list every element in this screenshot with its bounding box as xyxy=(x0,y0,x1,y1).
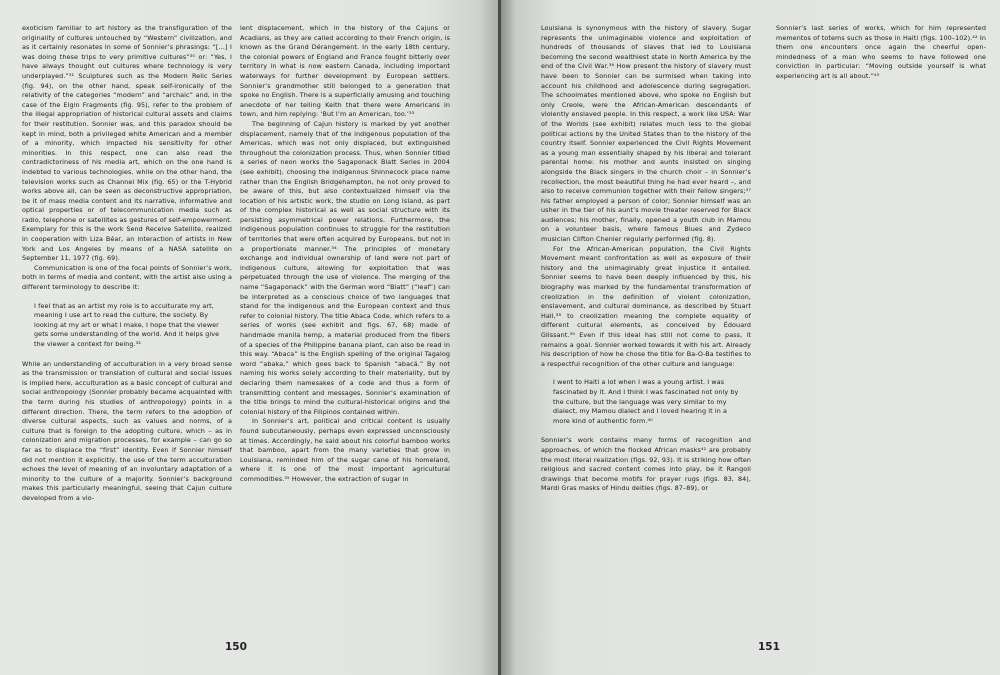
paragraph: The beginning of Cajun history is marked by yet another displacement, namely that of the indigenous population of the Americas, which was not only displaced, but extinguished throughout the colonization process. Thus, when Sonnier titled a series of neon works the Sagaponack Blatt Series in 2004 (see exhibit), choosing the indigenous Shinnecock place name rather than the English Bridgehampton, he not only proved to be aware of this, but also contextualized himself via the location of his artistic work, the studio on Long Island, as part of the complex historical as well as social structure with its persisting asymmetrical power relations. Furthermore, the indigenous population continues to struggle for the restitution of territories that were often acquired by Europeans, but not in a proportionate manner.³⁴ The principles of monetary exchange and individual ownership of land were not part of indigenous culture, allowing for exploitation that was perpetuated through the use of violence. The merging of the name “Sagaponack” with the German word “Blatt” (“leaf”) can be interpreted as a conscious choice of two languages that stand for the indigenous and the European context and thus refer to colonial history. The title Abaca Code, which refers to a series of works (see exhibit and figs. 67, 68) made of handmade manila hemp, a material produced from the fibers of a species of the Philippine banana plant, can also be read in this way. “Abaca” is the English spelling of the original Tagalog word “abaka,” which goes back to Spanish “abacá.” By not naming his works solely according to their materiality, but by declaring them namesakes of a code and thus a form of transmitting content and messages, Sonnier’s examination of the title brings to mind the cultural-historical origins and the colonial history of the Filipinos contained within. xyxy=(240,119,450,416)
paragraph: For the African-American population, the Civil Rights Movement meant confrontation as well as exposure of their history and the unimaginably great injustice it entailed. Sonnier seems to have been deeply influenced by this, his biography was marked by the fundamental transformation of creolization in the definition of violent colonization, enslavement, and cultural dominance, as described by Stuart Hall,³⁸ to creolization meaning the complete equality of different cultural elements, as conceived by Édouard Glissant.³⁹ Even if this ideal has still not come to pass, it remains a goal. Sonnier worked towards it with his art. Already his description of how he chose the title for Ba-O-Ba testifies to a respectful recognition of the other culture and language: xyxy=(541,244,751,368)
paragraph: Louisiana is synonymous with the history of slavery. Sugar represents the unimaginable violence and exploitation of hundreds of thousands of slaves that led to Louisiana becoming the second wealthiest state in North America by the end of the Civil War.³⁶ How present the history of slavery must have been to Sonnier can be surmised when taking into account his childhood and adolescence during segregation. The schoolmates mentioned above, who spoke no English but only Creole, were the African-American descendants of violently enslaved people. In this respect, a work like USA: War of the Worlds (see exhibit) relates much less to the global political actions by the United States than to the history of the country itself. Sonnier experienced the Civil Rights Movement as a young man essentially shaped by his liberal and tolerant parental home: his mother and aunts insisted on singing alongside the Black singers in the church choir – in Sonnier’s recollection, the most beautiful thing he had ever heard –, and also to receive communion together with their fellow singers;³⁷ his father employed a person of color; Sonnier himself was an usher in the tier of his aunt’s movie theater reserved for Black audiences; his mother, finally, opened a youth club in Mamou on a volunteer basis, where famous Blues and Zydeco musician Clifton Chenier regularly performed (fig. 8). xyxy=(541,24,751,244)
left-page-column-2 xyxy=(240,24,450,614)
paragraph: Communication is one of the focal points of Sonnier’s work, both in terms of media and content, with the artist also using a different terminology to describe it: xyxy=(22,263,232,292)
paragraph: In Sonnier’s art, political and critical content is usually found subcutaneously, perhaps even expressed unconsciously at times. Accordingly, he said about his colorful bamboo works that bamboo, apart from the many varieties that grow in Louisiana, reminded him of the sugar cane of his homeland, where it is one of the most important agricultural commodities.³⁵ However, the extraction of sugar in xyxy=(240,417,450,483)
paragraph: lent displacement, which in the history of the Cajuns or Acadians, as they are called according to their French origin, is known as the Grand Dérangement. In the early 18th century, the colonial powers of England and France fought bitterly over territory in what is now eastern Canada, including important waterways for further development by European settlers. Sonnier’s grandmother still belonged to a generation that spoke no English. There is a superficially amusing and touching anecdote of her telling Keith that there were Americans in town, and him replying: ‘But I’m an American, too.’³³ xyxy=(240,24,450,119)
right-page-column-2 xyxy=(776,24,986,614)
right-page xyxy=(501,0,1000,675)
page-number: 151 xyxy=(758,641,780,653)
paragraph: exoticism familiar to art history as the transfiguration of the originality of cultures untouched by “Western” civilization, and as it certainly resonates in some of Sonnier’s phrasings: “[…] I was doing these trips to very primitive cultures”³⁰ or: “Yes, I have always thought out cultures where technology is very underplayed.”³¹ Sculptures such as the Modern Relic Series (fig. 94), on the other hand, speak self-ironically of the relativity of the categories “modern” and “archaic” and, in the case of the Elgin Fragments (fig. 95), refer to the problem of the illegal appropriation of historical cultural assets and claims for their restitution. Sonnier was, and this paradox should be kept in mind, both a privileged white American and a member of a minority, which impacted his sensitivity for other minorities. In this respect, one can also read the contradictoriness of his media art, which on the one hand is indebted to various technologies, while on the other hand, the television works such as Channel Mix (fig. 65) or the T-Hybrid works above all, can be seen as deconstructive appropriation, be it of mass media content and its narrative, informative and optical properties or of telecommunication media such as radio, telephone or satellites as gestures of self-empowerment. Exemplary for this is the work Send Receive Satellite, realized in cooperation with Liza Béar, an interaction of artists in New York and Los Angeles by means of a NASA satellite on September 11, 1977 (fig. 69). xyxy=(22,24,232,263)
paragraph: While an understanding of acculturation in a very broad sense as the transmission or translation of cultural and social issues is implied here, acculturation as a basic concept of cultural and social anthropology (Sonnier probably became acquainted with the term during his studies of anthropology) points in a different direction. There, the term refers to the adoption of diverse cultural aspects, such as values and norms, of a culture that is foreign to the adopting culture, which – as in colonization and migration processes, for example – can go so far as to displace the “first” identity. Even if Sonnier himself did not mention it explicitly, the use of the term acculturation echoes the level of meaning of an involuntary adaptation of a minority to the culture of a majority. Sonnier’s background makes this particularly meaningful, seeing that Cajun culture developed from a vio- xyxy=(22,359,232,502)
left-page-column-1 xyxy=(22,24,232,614)
page-number: 150 xyxy=(225,641,247,653)
right-page-column-1 xyxy=(541,24,751,614)
block-quote: I feel that as an artist my role is to acculturate my art, meaning I use art to read the culture, the society. By looking at my art or what I make, I hope that the viewer gets some understanding of the world. And it helps give the viewer a context for being.³² xyxy=(34,301,220,348)
block-quote: I went to Haiti a lot when I was a young artist. I was fascinated by it. And I think I was fascinated not only by the culture, but the language was very similar to my dialect, my Mamou dialect and I loved hearing it in a more kind of authentic form.⁴⁰ xyxy=(553,378,739,425)
paragraph: Sonnier’s work contains many forms of recognition and approaches, of which the flocked African masks⁴¹ are probably the most literal realization (figs. 92, 93). It is striking how often religious and sacred content comes into play, be it Rangoli drawings that become motifs for prayer rugs (figs. 83, 84), Mardi Gras masks of Hindu deities (figs. 87–89), or xyxy=(541,436,751,493)
paragraph: Sonnier’s last series of works, which for him represented mementos of totems such as those in Haiti (figs. 100–102).⁴² In them one encounters once again the cheerful open-mindedness of a man who seems to have followed one conviction in particular: “Moving outside yourself is what experiencing art is all about.”⁴³ xyxy=(776,24,986,80)
